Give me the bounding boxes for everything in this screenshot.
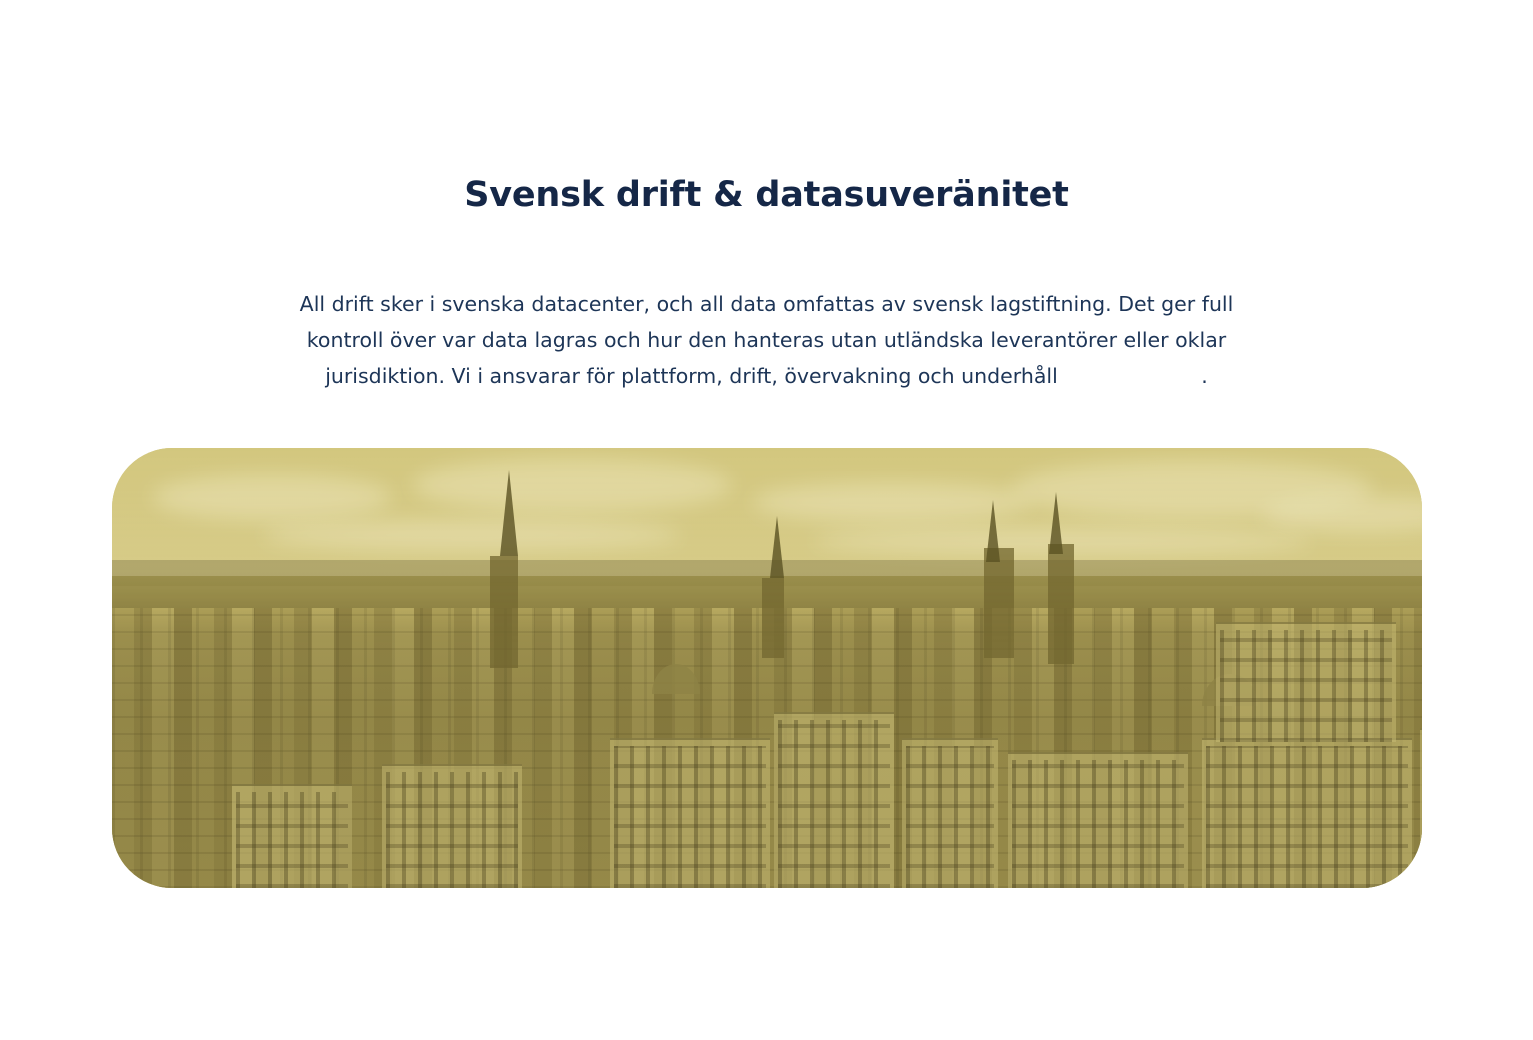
section-description-text: All drift sker i svenska datacenter, och all data omfattas av svensk lagstiftning. Det ger full kontroll över var data lagras och hur den hanteras utan utländska leverantörer eller oklar jurisdiktion. Vi i ansvarar för plattform, drift, övervakning och underhåll: [299, 292, 1234, 388]
hero-image: [112, 448, 1422, 888]
section-description: [287, 286, 1247, 394]
image-tint-overlay: [112, 448, 1422, 888]
section-description-trailing-dot: .: [1201, 364, 1208, 388]
cityscape-photo: [112, 448, 1422, 888]
page-title: Svensk drift & datasuveränitet: [464, 175, 1069, 215]
